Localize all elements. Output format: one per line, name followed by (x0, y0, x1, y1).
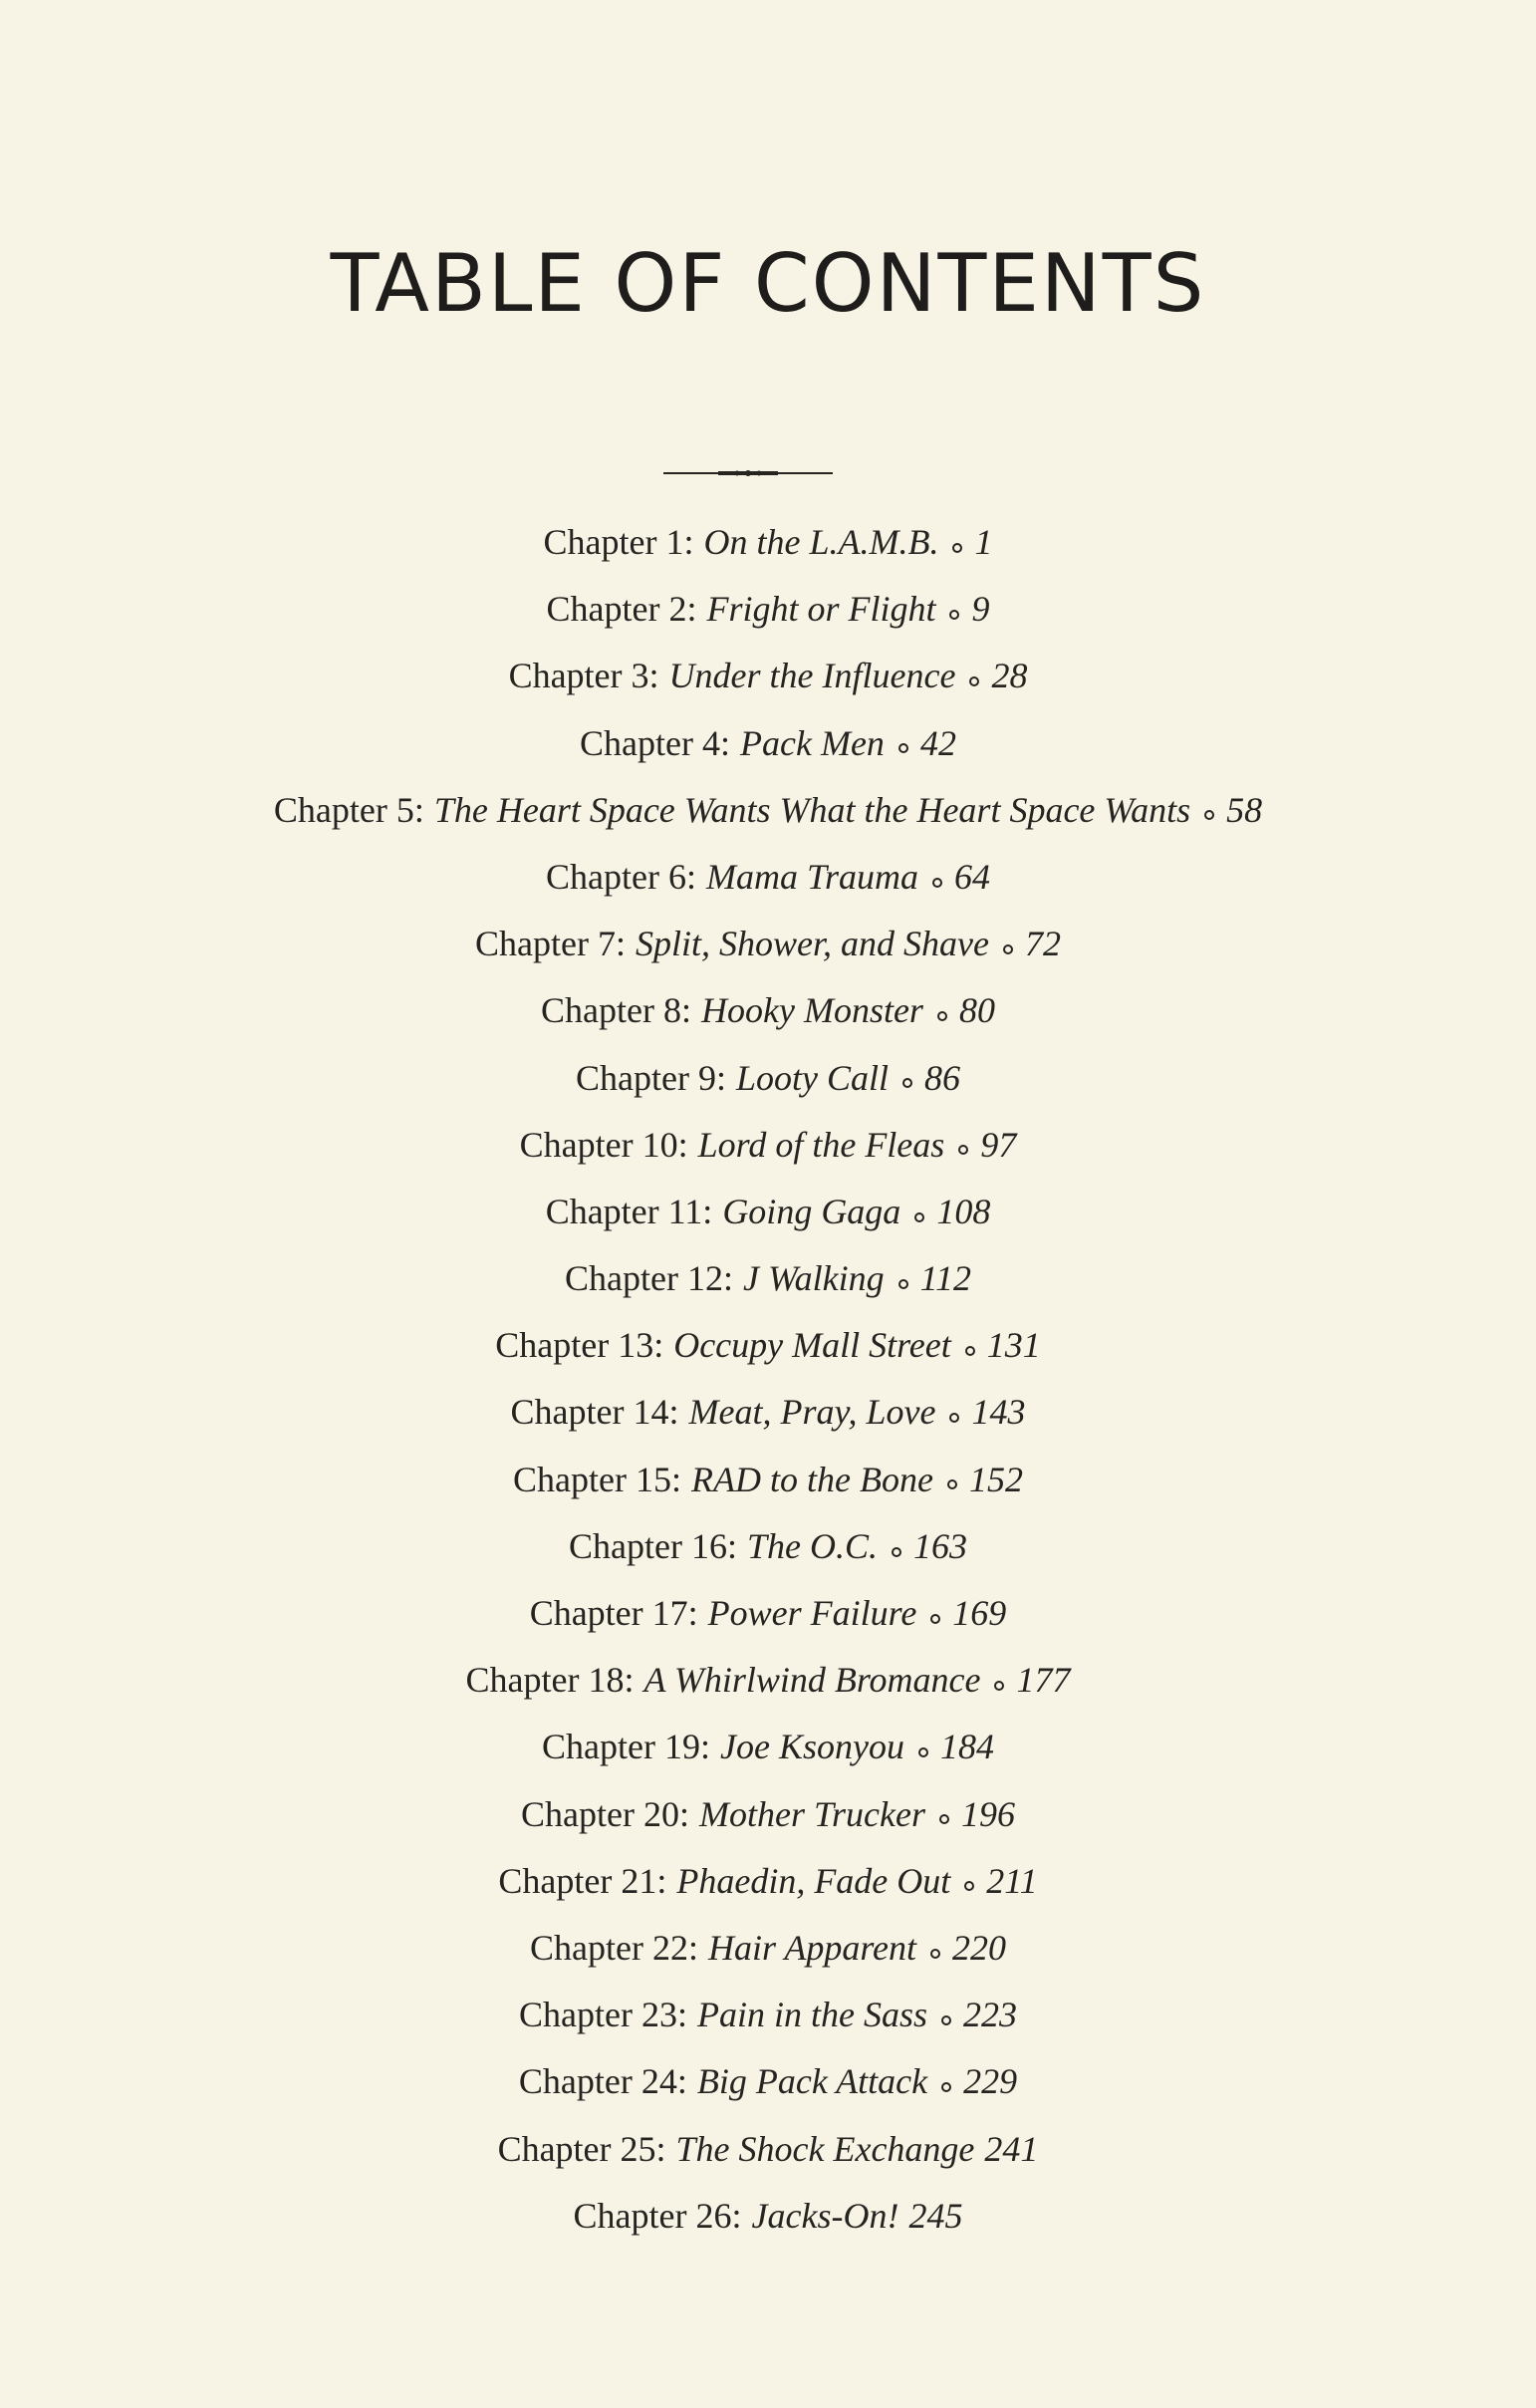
toc-entry (0, 1045, 1536, 1112)
bullet-separator-icon (964, 1881, 974, 1891)
page-number: 1 (974, 522, 993, 562)
chapter-label: Chapter 3: (508, 656, 659, 696)
page-number: 169 (952, 1593, 1007, 1633)
bullet-separator-icon (958, 1145, 968, 1155)
chapter-label: Chapter 11: (545, 1191, 713, 1231)
page-number: 184 (939, 1727, 994, 1767)
toc-entry (0, 844, 1536, 911)
bullet-separator-icon (937, 1011, 947, 1021)
page-number: 80 (958, 990, 995, 1031)
chapter-title: The Shock Exchange (675, 2128, 975, 2169)
chapter-label: Chapter 18: (465, 1660, 635, 1701)
page-number: 196 (960, 1793, 1015, 1834)
bullet-separator-icon (969, 676, 979, 686)
page-number: 131 (986, 1325, 1041, 1366)
bullet-separator-icon (994, 1681, 1004, 1691)
toc-entry (0, 1245, 1536, 1312)
page-number: 245 (908, 2195, 963, 2236)
chapter-title: Meat, Pray, Love (688, 1392, 936, 1433)
bullet-separator-icon (939, 1814, 949, 1824)
chapter-label: Chapter 23: (519, 1995, 687, 2035)
bullet-separator-icon (1003, 944, 1013, 954)
page-number: 42 (919, 722, 956, 763)
bullet-separator-icon (930, 1614, 940, 1624)
chapter-label: Chapter 20: (521, 1793, 689, 1834)
page-number: 9 (971, 589, 990, 630)
chapter-title: Joe Ksonyou (720, 1727, 904, 1767)
toc-entry (0, 1781, 1536, 1848)
chapter-title: Phaedin, Fade Out (676, 1860, 951, 1901)
chapter-title: Pack Men (740, 722, 885, 763)
bullet-separator-icon (949, 1413, 959, 1423)
page-number: 223 (962, 1995, 1017, 2035)
toc-entry (0, 1647, 1536, 1714)
toc-entry (0, 2183, 1536, 2250)
chapter-label: Chapter 5: (273, 789, 424, 830)
page-number: 229 (963, 2061, 1018, 2102)
page-number: 28 (991, 656, 1028, 696)
bullet-separator-icon (1204, 810, 1214, 820)
page-number: 86 (924, 1057, 960, 1098)
chapter-label: Chapter 24: (518, 2061, 687, 2102)
chapter-label: Chapter 6: (546, 856, 696, 897)
chapter-label: Chapter 16: (569, 1525, 737, 1566)
chapter-title: J Walking (742, 1258, 885, 1299)
chapter-title: Power Failure (707, 1593, 917, 1633)
bullet-separator-icon (932, 878, 942, 888)
page-number: 177 (1016, 1660, 1071, 1701)
toc-entry (0, 1179, 1536, 1245)
bullet-separator-icon (898, 743, 908, 753)
chapter-label: Chapter 13: (495, 1325, 664, 1366)
bullet-separator-icon (898, 1279, 908, 1289)
chapter-title: Pain in the Sass (696, 1995, 927, 2035)
chapter-label: Chapter 1: (543, 522, 694, 562)
chapter-title: Split, Shower, and Shave (635, 924, 989, 964)
chapter-label: Chapter 2: (546, 589, 697, 630)
chapter-title: On the L.A.M.B. (703, 522, 939, 562)
chapter-title: Going Gaga (722, 1191, 901, 1231)
chapter-title: Mother Trucker (699, 1793, 925, 1834)
chapter-title: Fright or Flight (706, 589, 936, 630)
chapter-label: Chapter 10: (519, 1124, 688, 1165)
bullet-separator-icon (892, 1547, 901, 1557)
toc-entry (0, 911, 1536, 977)
chapter-title: Occupy Mall Street (673, 1325, 951, 1366)
chapter-label: Chapter 12: (565, 1258, 733, 1299)
chapter-label: Chapter 17: (529, 1593, 698, 1633)
toc-entry (0, 2048, 1536, 2115)
page-number: 58 (1226, 789, 1263, 830)
chapter-title: Hooky Monster (701, 990, 923, 1031)
bullet-separator-icon (914, 1212, 924, 1222)
bullet-separator-icon (947, 1479, 957, 1489)
chapter-title: Hair Apparent (707, 1927, 916, 1968)
chapter-title: Big Pack Attack (696, 2061, 928, 2102)
chapter-title: Looty Call (735, 1057, 889, 1098)
chapter-title: Lord of the Fleas (697, 1124, 945, 1165)
chapter-label: Chapter 22: (530, 1927, 698, 1968)
toc-entry (0, 1580, 1536, 1647)
chapter-label: Chapter 25: (497, 2128, 666, 2169)
toc-entry (0, 1848, 1536, 1915)
page-number: 64 (954, 856, 990, 897)
page-number: 163 (912, 1525, 967, 1566)
chapter-title: Jacks-On! (751, 2195, 899, 2236)
toc-entry (0, 576, 1536, 643)
toc-entry (0, 1982, 1536, 2048)
toc-entry (0, 509, 1536, 576)
bullet-separator-icon (949, 610, 959, 620)
chapter-title: The Heart Space Wants What the Heart Space Wants (433, 789, 1191, 830)
toc-entry (0, 643, 1536, 709)
page-number: 112 (919, 1258, 971, 1299)
bullet-separator-icon (952, 543, 962, 553)
page-number: 108 (936, 1191, 991, 1231)
table-of-contents (0, 509, 1536, 2250)
chapter-title: Mama Trauma (705, 856, 918, 897)
page-number: 72 (1024, 924, 1061, 964)
page-number: 220 (951, 1927, 1006, 1968)
bullet-separator-icon (902, 1078, 912, 1088)
ornamental-rule-icon (663, 468, 833, 478)
toc-entry (0, 1447, 1536, 1513)
chapter-label: Chapter 4: (580, 722, 731, 763)
chapter-label: Chapter 19: (542, 1727, 710, 1767)
toc-entry (0, 1915, 1536, 1982)
toc-entry (0, 1379, 1536, 1446)
toc-entry (0, 777, 1536, 844)
chapter-label: Chapter 7: (475, 924, 626, 964)
page-title: TABLE OF CONTENTS (330, 237, 1206, 330)
chapter-title: Under the Influence (668, 656, 956, 696)
bullet-separator-icon (965, 1346, 975, 1356)
page-number: 97 (980, 1124, 1017, 1165)
page-number: 211 (986, 1860, 1038, 1901)
chapter-label: Chapter 21: (498, 1860, 667, 1901)
page-number: 152 (968, 1459, 1023, 1499)
toc-entry (0, 977, 1536, 1044)
page-number: 143 (971, 1392, 1026, 1433)
bullet-separator-icon (918, 1747, 928, 1757)
chapter-title: RAD to the Bone (691, 1459, 933, 1499)
toc-entry (0, 2116, 1536, 2183)
chapter-label: Chapter 8: (541, 990, 691, 1031)
chapter-label: Chapter 26: (573, 2195, 742, 2236)
chapter-title: A Whirlwind Bromance (643, 1660, 981, 1701)
toc-entry (0, 1714, 1536, 1780)
bullet-separator-icon (930, 1949, 940, 1959)
chapter-label: Chapter 14: (510, 1392, 679, 1433)
toc-entry (0, 1112, 1536, 1179)
chapter-label: Chapter 9: (576, 1057, 726, 1098)
bullet-separator-icon (941, 2082, 951, 2092)
chapter-title: The O.C. (746, 1525, 878, 1566)
toc-entry (0, 710, 1536, 777)
page-number: 241 (984, 2128, 1039, 2169)
bullet-separator-icon (941, 2015, 951, 2025)
toc-entry (0, 1312, 1536, 1379)
toc-entry (0, 1513, 1536, 1580)
chapter-label: Chapter 15: (513, 1459, 682, 1499)
